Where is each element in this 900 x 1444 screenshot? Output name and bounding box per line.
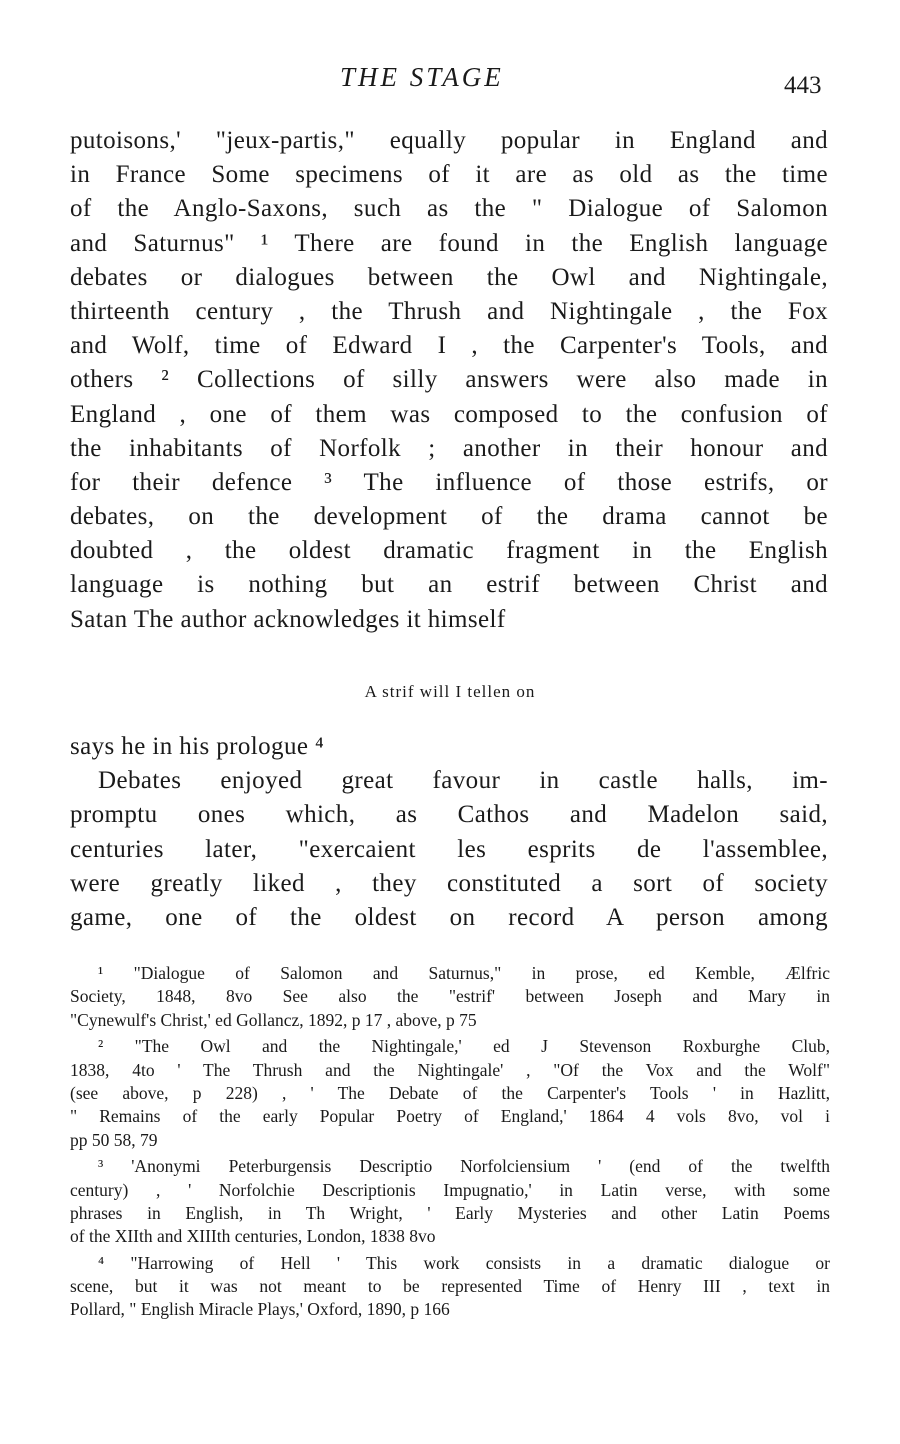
footnote-line: ¹ "Dialogue of Salomon and Saturnus," in prose, ed Kemble, Ælfric <box>98 963 830 983</box>
footnote-3 <box>70 1155 830 1249</box>
body-paragraph <box>70 124 828 637</box>
text-line: were greatly liked , they constituted a sort of society <box>70 869 828 897</box>
footnote-line: Pollard, " English Miracle Plays,' Oxford, 1890, p 166 <box>70 1299 450 1320</box>
footnote-line: (see above, p 228) , ' The Debate of the Carpenter's Tools ' in Hazlitt, <box>70 1082 830 1103</box>
text-line: for their defence ³ The influence of those estrifs, or <box>70 468 828 496</box>
footnote-1 <box>70 962 830 1032</box>
footnote-line: Society, 1848, 8vo See also the "estrif' between Joseph and Mary in <box>70 986 830 1007</box>
text-line: others ² Collections of silly answers were also made in <box>70 366 828 394</box>
footnote-line: "Cynewulf's Christ,' ed Gollancz, 1892, p 17 , above, p 75 <box>70 1009 477 1030</box>
text-line: doubted , the oldest dramatic fragment in the English <box>70 537 828 565</box>
text-line: and Wolf, time of Edward I , the Carpenter's Tools, and <box>70 332 828 360</box>
text-line: promptu ones which, as Cathos and Madelon said, <box>70 801 828 829</box>
text-line: debates or dialogues between the Owl and Nightingale, <box>70 263 828 291</box>
text-line: thirteenth century , the Thrush and Nightingale , the Fox <box>70 297 828 325</box>
footnote-line: 1838, 4to ' The Thrush and the Nightingale' , "Of the Vox and the Wolf" <box>70 1059 830 1080</box>
footnote-line: scene, but it was not meant to be represented Time of Henry III , text in <box>70 1276 830 1297</box>
text-line: the inhabitants of Norfolk ; another in their honour and <box>70 434 828 462</box>
footnote-line: pp 50 58, 79 <box>70 1129 158 1150</box>
text-line: debates, on the development of the drama cannot be <box>70 503 828 531</box>
text-line: language is nothing but an estrif between Christ and <box>70 571 828 599</box>
verse-quotation: A strif will I tellen on <box>364 682 536 701</box>
body-paragraph-2 <box>70 730 828 935</box>
footnotes <box>70 962 830 1322</box>
text-line: centuries later, "exercaient les esprits de l'assemblee, <box>70 835 828 863</box>
footnote-line: " Remains of the early Popular Poetry of England,' 1864 4 vols 8vo, vol i <box>70 1106 830 1127</box>
text-line: putoisons,' "jeux-partis," equally popular in England and <box>70 127 828 154</box>
footnote-line: ³ 'Anonymi Peterburgensis Descriptio Norfolciensium ' (end of the twelfth <box>98 1156 830 1177</box>
text-line: says he in his prologue ⁴ <box>70 733 325 760</box>
footnote-2 <box>70 1035 830 1152</box>
text-line: England , one of them was composed to the confusion of <box>70 400 828 428</box>
page-number: 443 <box>784 72 822 99</box>
footnote-line: phrases in English, in Th Wright, ' Early Mysteries and other Latin Poems <box>70 1202 830 1223</box>
footnote-4 <box>70 1252 830 1322</box>
text-line: in France Some specimens of it are as old as the time <box>70 161 828 189</box>
text-line: of the Anglo-Saxons, such as the " Dialogue of Salomon <box>70 195 828 223</box>
footnote-line: ⁴ "Harrowing of Hell ' This work consists in a dramatic dialogue or <box>98 1252 830 1273</box>
text-line: Satan The author acknowledges it himself <box>70 605 506 633</box>
text-line: and Saturnus" ¹ There are found in the English language <box>70 229 828 257</box>
running-head <box>0 62 900 102</box>
text-line: Debates enjoyed great favour in castle halls, im- <box>98 767 828 795</box>
footnote-line: ² "The Owl and the Nightingale,' ed J Stevenson Roxburghe Club, <box>98 1036 830 1057</box>
footnote-line: of the XIIth and XIIIth centuries, London, 1838 8vo <box>70 1226 436 1247</box>
footnote-line: century) , ' Norfolchie Descriptionis Impugnatio,' in Latin verse, with some <box>70 1179 830 1200</box>
text-line: game, one of the oldest on record A person among <box>70 903 828 931</box>
running-title: THE STAGE <box>340 62 504 92</box>
